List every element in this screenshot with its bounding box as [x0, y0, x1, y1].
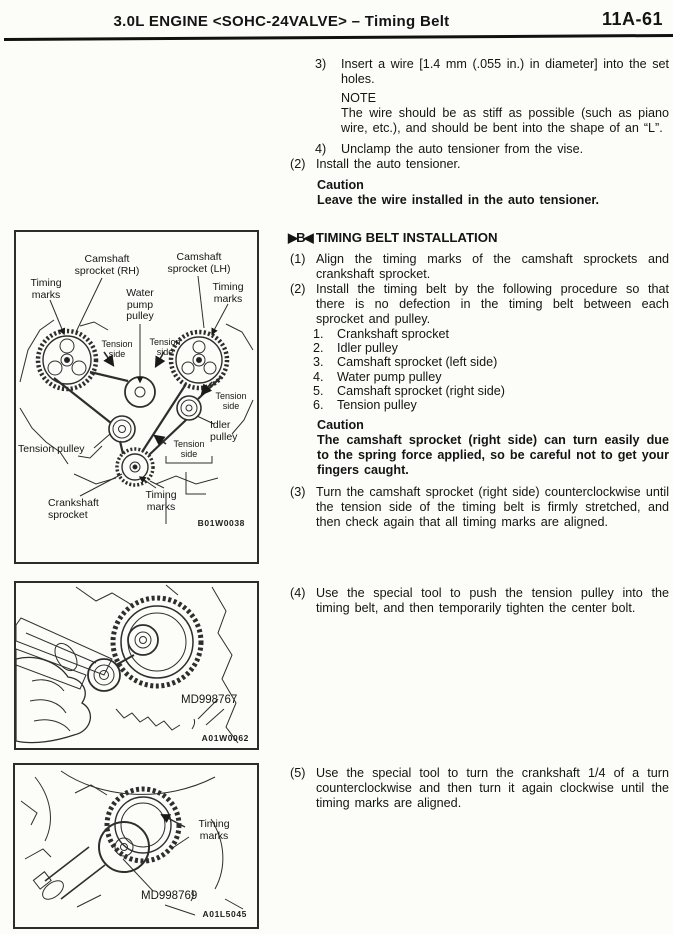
caution-block: [317, 178, 669, 208]
label-tension-side-center: Tension side: [173, 439, 205, 459]
step-number: (2): [290, 282, 306, 296]
label-camshaft-sprocket-lh: Camshaft sprocket (LH): [167, 251, 231, 275]
note-text: The wire should be as stiff as possible (such as piano wire, etc.), and should be bent into the shape of an “L”.: [341, 106, 669, 135]
label-timing-marks-top-left: Timing marks: [30, 277, 62, 301]
list-number: 3.: [313, 355, 324, 370]
label-special-tool-md998769: MD998769: [141, 890, 198, 902]
header-rule: [4, 34, 673, 41]
step-1-align: [285, 252, 669, 282]
step-4-push: [285, 586, 669, 616]
step-number: 3): [315, 57, 327, 71]
tension-pulley-tool-line-art: [16, 583, 257, 748]
note-block: [341, 91, 669, 136]
step-text: Use the special tool to turn the crankshaft 1/4 of a turn counterclockwise and then turn it again clockwise until the timing marks are aligned.: [316, 766, 669, 810]
figure-crankshaft-turn-tool: [13, 763, 259, 929]
page-number: 11A-61: [601, 9, 663, 29]
label-timing-marks-bottom: Timing marks: [145, 489, 177, 513]
caution-label: Caution: [317, 418, 364, 433]
step-text: Unclamp the auto tensioner from the vise.: [341, 142, 584, 156]
label-tension-side-right: Tension side: [215, 391, 247, 411]
label-timing-marks-top-right: Timing marks: [212, 281, 244, 305]
page-title: 3.0L ENGINE <SOHC-24VALVE> – Timing Belt: [113, 13, 450, 30]
step-text: Insert a wire [1.4 mm (.055 in.) in diameter] into the set holes.: [341, 57, 669, 86]
list-text: Water pump pulley: [337, 369, 442, 384]
label-idler-pulley: Idler pulley: [210, 419, 238, 443]
step-3-turn: [285, 485, 669, 530]
list-item: [313, 384, 669, 398]
step-4: [285, 142, 669, 157]
list-number: 4.: [313, 369, 324, 384]
step-3: [285, 57, 669, 87]
list-text: Tension pulley: [337, 398, 417, 413]
belt-routing-list: [285, 327, 669, 412]
text-group-installation: [285, 230, 669, 530]
label-special-tool-md998767: MD998767: [181, 694, 238, 706]
list-item: [313, 327, 669, 341]
list-item: [313, 398, 669, 412]
caution-text: The camshaft sprocket (right side) can turn easily due to the spring force applied, so be careful not to get your fingers caught.: [317, 433, 669, 478]
text-group-step5: [285, 766, 669, 811]
section-title: TIMING BELT INSTALLATION: [315, 230, 498, 245]
step-number: (5): [290, 766, 306, 780]
label-timing-marks: Timing marks: [198, 818, 230, 842]
step-number: (1): [290, 252, 306, 266]
step-text: Use the special tool to push the tension pulley into the timing belt, and then temporarily tighten the center bolt.: [316, 586, 669, 615]
list-item: [313, 341, 669, 355]
figure-code: A01L5045: [202, 909, 247, 919]
label-camshaft-sprocket-rh: Camshaft sprocket (RH): [74, 253, 140, 277]
step-5-turn-crankshaft: [285, 766, 669, 811]
list-number: 2.: [313, 341, 324, 356]
label-crankshaft-sprocket: Crankshaft sprocket: [48, 497, 99, 521]
step-text: Align the timing marks of the camshaft sprockets and crankshaft sprocket.: [316, 252, 669, 281]
list-number: 5.: [313, 383, 324, 398]
figure-timing-belt-diagram: [14, 230, 259, 564]
list-item: [313, 355, 669, 369]
step-number: 4): [315, 142, 327, 156]
label-tension-side-upper-right: Tension side: [149, 337, 181, 357]
list-number: 1.: [313, 327, 324, 341]
step-2-install: [285, 157, 669, 172]
figure-tension-pulley-tool: [14, 581, 259, 750]
step-number: (3): [290, 485, 306, 500]
list-text: Idler pulley: [337, 341, 398, 356]
label-tension-pulley: Tension pulley: [18, 443, 85, 455]
figure-code: A01W0062: [201, 733, 249, 743]
crankshaft-tool-line-art: [15, 765, 257, 927]
list-text: Camshaft sprocket (left side): [337, 355, 498, 370]
section-heading: [285, 230, 669, 246]
list-text: Crankshaft sprocket: [337, 327, 449, 341]
step-number: (2): [290, 157, 306, 171]
caution-label: Caution: [317, 178, 364, 192]
caution-text: Leave the wire installed in the auto tensioner.: [317, 193, 600, 207]
label-tension-side-upper-left: Tension side: [101, 339, 133, 359]
label-water-pump-pulley: Water pump pulley: [126, 287, 154, 322]
figure-code: B01W0038: [197, 518, 245, 528]
text-group-auto-tensioner: [285, 57, 669, 208]
section-marker: ▶B◀: [288, 230, 312, 245]
caution-block: [317, 418, 669, 478]
text-group-step4: [285, 586, 669, 616]
list-number: 6.: [313, 398, 324, 413]
note-label: NOTE: [341, 91, 376, 105]
list-item: [313, 370, 669, 384]
list-text: Camshaft sprocket (right side): [337, 383, 505, 398]
step-text: Install the auto tensioner.: [316, 157, 461, 171]
step-text: Turn the camshaft sprocket (right side) counterclockwise until the tension side of the timing belt is firmly stretched, and then check again that all timing marks are aligned.: [316, 485, 669, 530]
step-number: (4): [290, 586, 306, 600]
step-text: Install the timing belt by the following procedure so that there is no defection in the timing belt between each sprocket and pulley.: [316, 282, 669, 326]
step-2-install-belt: [285, 282, 669, 327]
